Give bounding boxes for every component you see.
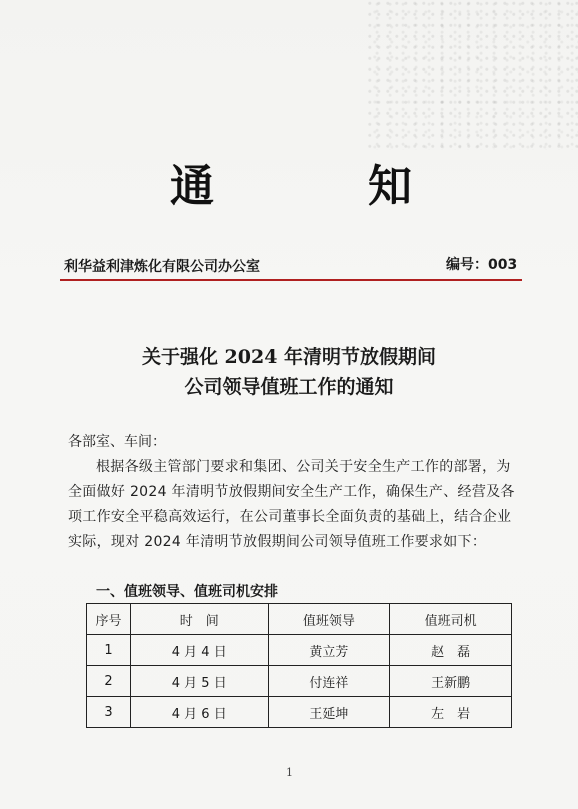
issuer-name: 利华益利津炼化有限公司办公室 [64, 259, 260, 275]
duty-table [86, 603, 512, 728]
table-cell: 王延坤 [268, 697, 390, 728]
table-cell: 4 月 6 日 [130, 697, 268, 728]
column-header: 时 间 [130, 604, 268, 635]
table-cell: 赵 磊 [390, 635, 512, 666]
title-char-1: 通 [170, 161, 214, 212]
table-cell: 2 [87, 666, 131, 697]
body-paragraph: 根据各级主管部门要求和集团、公司关于安全生产工作的部署，为全面做好 2024 年清明节放假期间安全生产工作，确保生产、经营及各项工作安全平稳高效运行，在公司董事长全面负责的基础上，结合企业实际，现对 2024 年清明节放假期间公司领导值班工作要求如下： [68, 459, 515, 550]
section-title: 一、值班领导、值班司机安排 [96, 584, 278, 600]
table-row [87, 697, 512, 728]
table-row [87, 666, 512, 697]
column-header: 值班司机 [390, 604, 512, 635]
scan-speckle [368, 0, 578, 150]
table-row [87, 635, 512, 666]
column-header: 值班领导 [268, 604, 390, 635]
table-cell: 1 [87, 635, 131, 666]
table-header-row [87, 604, 512, 635]
table-cell: 付连祥 [268, 666, 390, 697]
greeting: 各部室、车间： [68, 434, 166, 450]
table-cell: 王新鹏 [390, 666, 512, 697]
table-cell: 4 月 4 日 [130, 635, 268, 666]
notice-heading-line-2: 公司领导值班工作的通知 [184, 376, 394, 398]
table-cell: 黄立芳 [268, 635, 390, 666]
header-rule [60, 279, 522, 281]
table-cell: 3 [87, 697, 131, 728]
column-header: 序号 [87, 604, 131, 635]
table-cell: 左 岩 [390, 697, 512, 728]
notice-heading-line-1: 关于强化 2024 年清明节放假期间 [141, 346, 437, 368]
table-cell: 4 月 5 日 [130, 666, 268, 697]
title-char-2: 知 [368, 161, 412, 212]
page-number: 1 [286, 766, 293, 779]
document-number: 编号：003 [446, 257, 518, 273]
